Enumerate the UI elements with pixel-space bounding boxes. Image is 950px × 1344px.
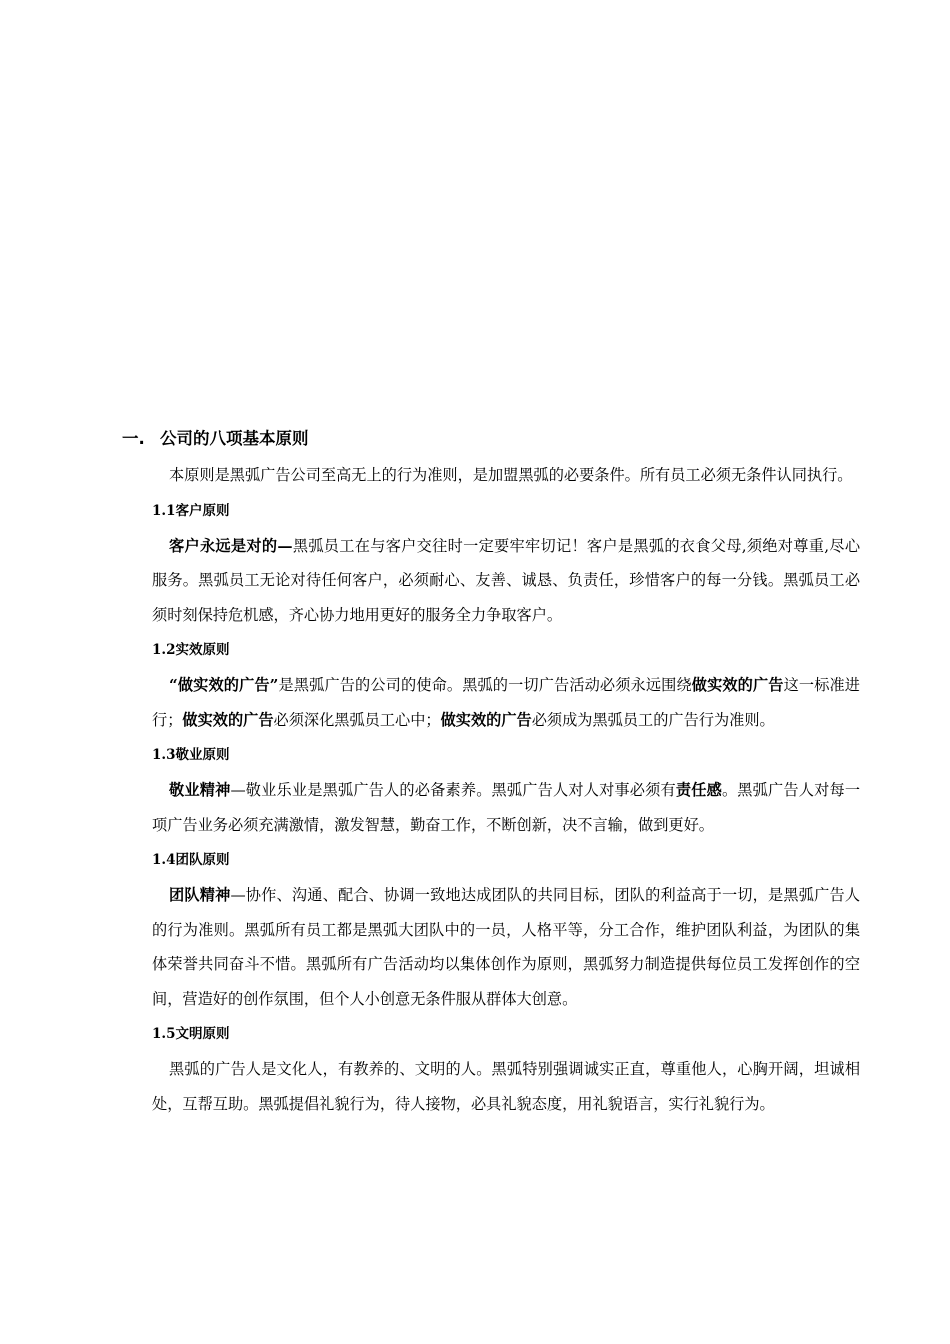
intro-paragraph: 本原则是黑弧广告公司至高无上的行为准则，是加盟黑弧的必要条件。所有员工必须无条件认同执行。	[169, 466, 853, 484]
emphasis-text: 做实效的广告	[691, 676, 784, 694]
principle-heading: 1.4团队原则	[152, 852, 230, 868]
principle-paragraph	[152, 1052, 860, 1121]
body-text: 这一标准进行；	[152, 676, 860, 729]
body-text: —敬业乐业是黑弧广告人的必备素养。黑弧广告人对人对事必须有	[230, 781, 676, 799]
emphasis-text: 做实效的广告	[440, 710, 532, 729]
principle-heading: 1.5文明原则	[152, 1026, 230, 1042]
body-text: 黑弧员工在与客户交往时一定要牢牢切记！客户是黑弧的衣食父母,须绝对尊重,尽心服务。黑弧员工无论对待任何客户，必须耐心、友善、诚恳、负责任，珍惜客户的每一分钱。黑弧员工必须时刻保持危机感，齐心协力地用更好的服务全力争取客户。	[152, 536, 861, 624]
principle-paragraph	[152, 773, 860, 842]
body-text: 必须深化黑弧员工心中；	[273, 710, 441, 729]
body-text: 。黑弧广告人对每一项广告业务必须充满激情，激发智慧，勤奋工作，不断创新，决不言输，做到更好。	[152, 781, 860, 834]
emphasis-text: 敬业精神	[169, 781, 231, 799]
principle-heading: 1.3敬业原则	[152, 747, 230, 763]
body-text: 黑弧的广告人是文化人，有教养的、文明的人。黑弧特别强调诚实正直，尊重他人，心胸开阔，坦诚相处，互帮互助。黑弧提倡礼貌行为，待人接物，必具礼貌态度，用礼貌语言，实行礼貌行为。	[152, 1060, 860, 1113]
emphasis-text: 责任感	[675, 781, 722, 799]
emphasis-text: “做实效的广告”	[169, 676, 279, 694]
principle-1-1	[152, 501, 860, 633]
body-text: —协作、沟通、配合、协调一致地达成团队的共同目标，团队的利益高于一切，是黑弧广告人的行为准则。黑弧所有员工都是黑弧大团队中的一员，人格平等，分工合作，维护团队利益，为团队的集体荣誉共同奋斗不惜。黑弧所有广告活动均以集体创作为原则，黑弧努力制造提供每位员工发挥创作的空间，营造好的创作氛围，但个人小创意无条件服从群体大创意。	[152, 886, 860, 1008]
emphasis-text: 团队精神	[169, 886, 231, 904]
body-text: 必须成为黑弧员工的广告行为准则。	[531, 710, 775, 729]
principle-paragraph	[152, 529, 860, 633]
section-title: 公司的八项基本原则	[160, 429, 309, 448]
emphasis-text: 做实效的广告	[182, 710, 274, 729]
principle-paragraph	[152, 878, 860, 1016]
principle-1-5	[152, 1024, 860, 1121]
document-content	[122, 424, 861, 1121]
emphasis-text: 客户永远是对的—	[169, 536, 293, 555]
principle-paragraph	[152, 668, 860, 737]
section-number: 一.	[122, 429, 145, 448]
body-text: 是黑弧广告的公司的使命。黑弧的一切广告活动必须永远围绕	[278, 676, 692, 694]
principle-1-4	[152, 850, 860, 1016]
principle-heading: 1.2实效原则	[152, 642, 230, 658]
principle-1-2	[152, 640, 860, 737]
section-heading	[122, 424, 830, 454]
principle-heading: 1.1客户原则	[152, 502, 230, 519]
principle-1-3	[152, 745, 860, 842]
